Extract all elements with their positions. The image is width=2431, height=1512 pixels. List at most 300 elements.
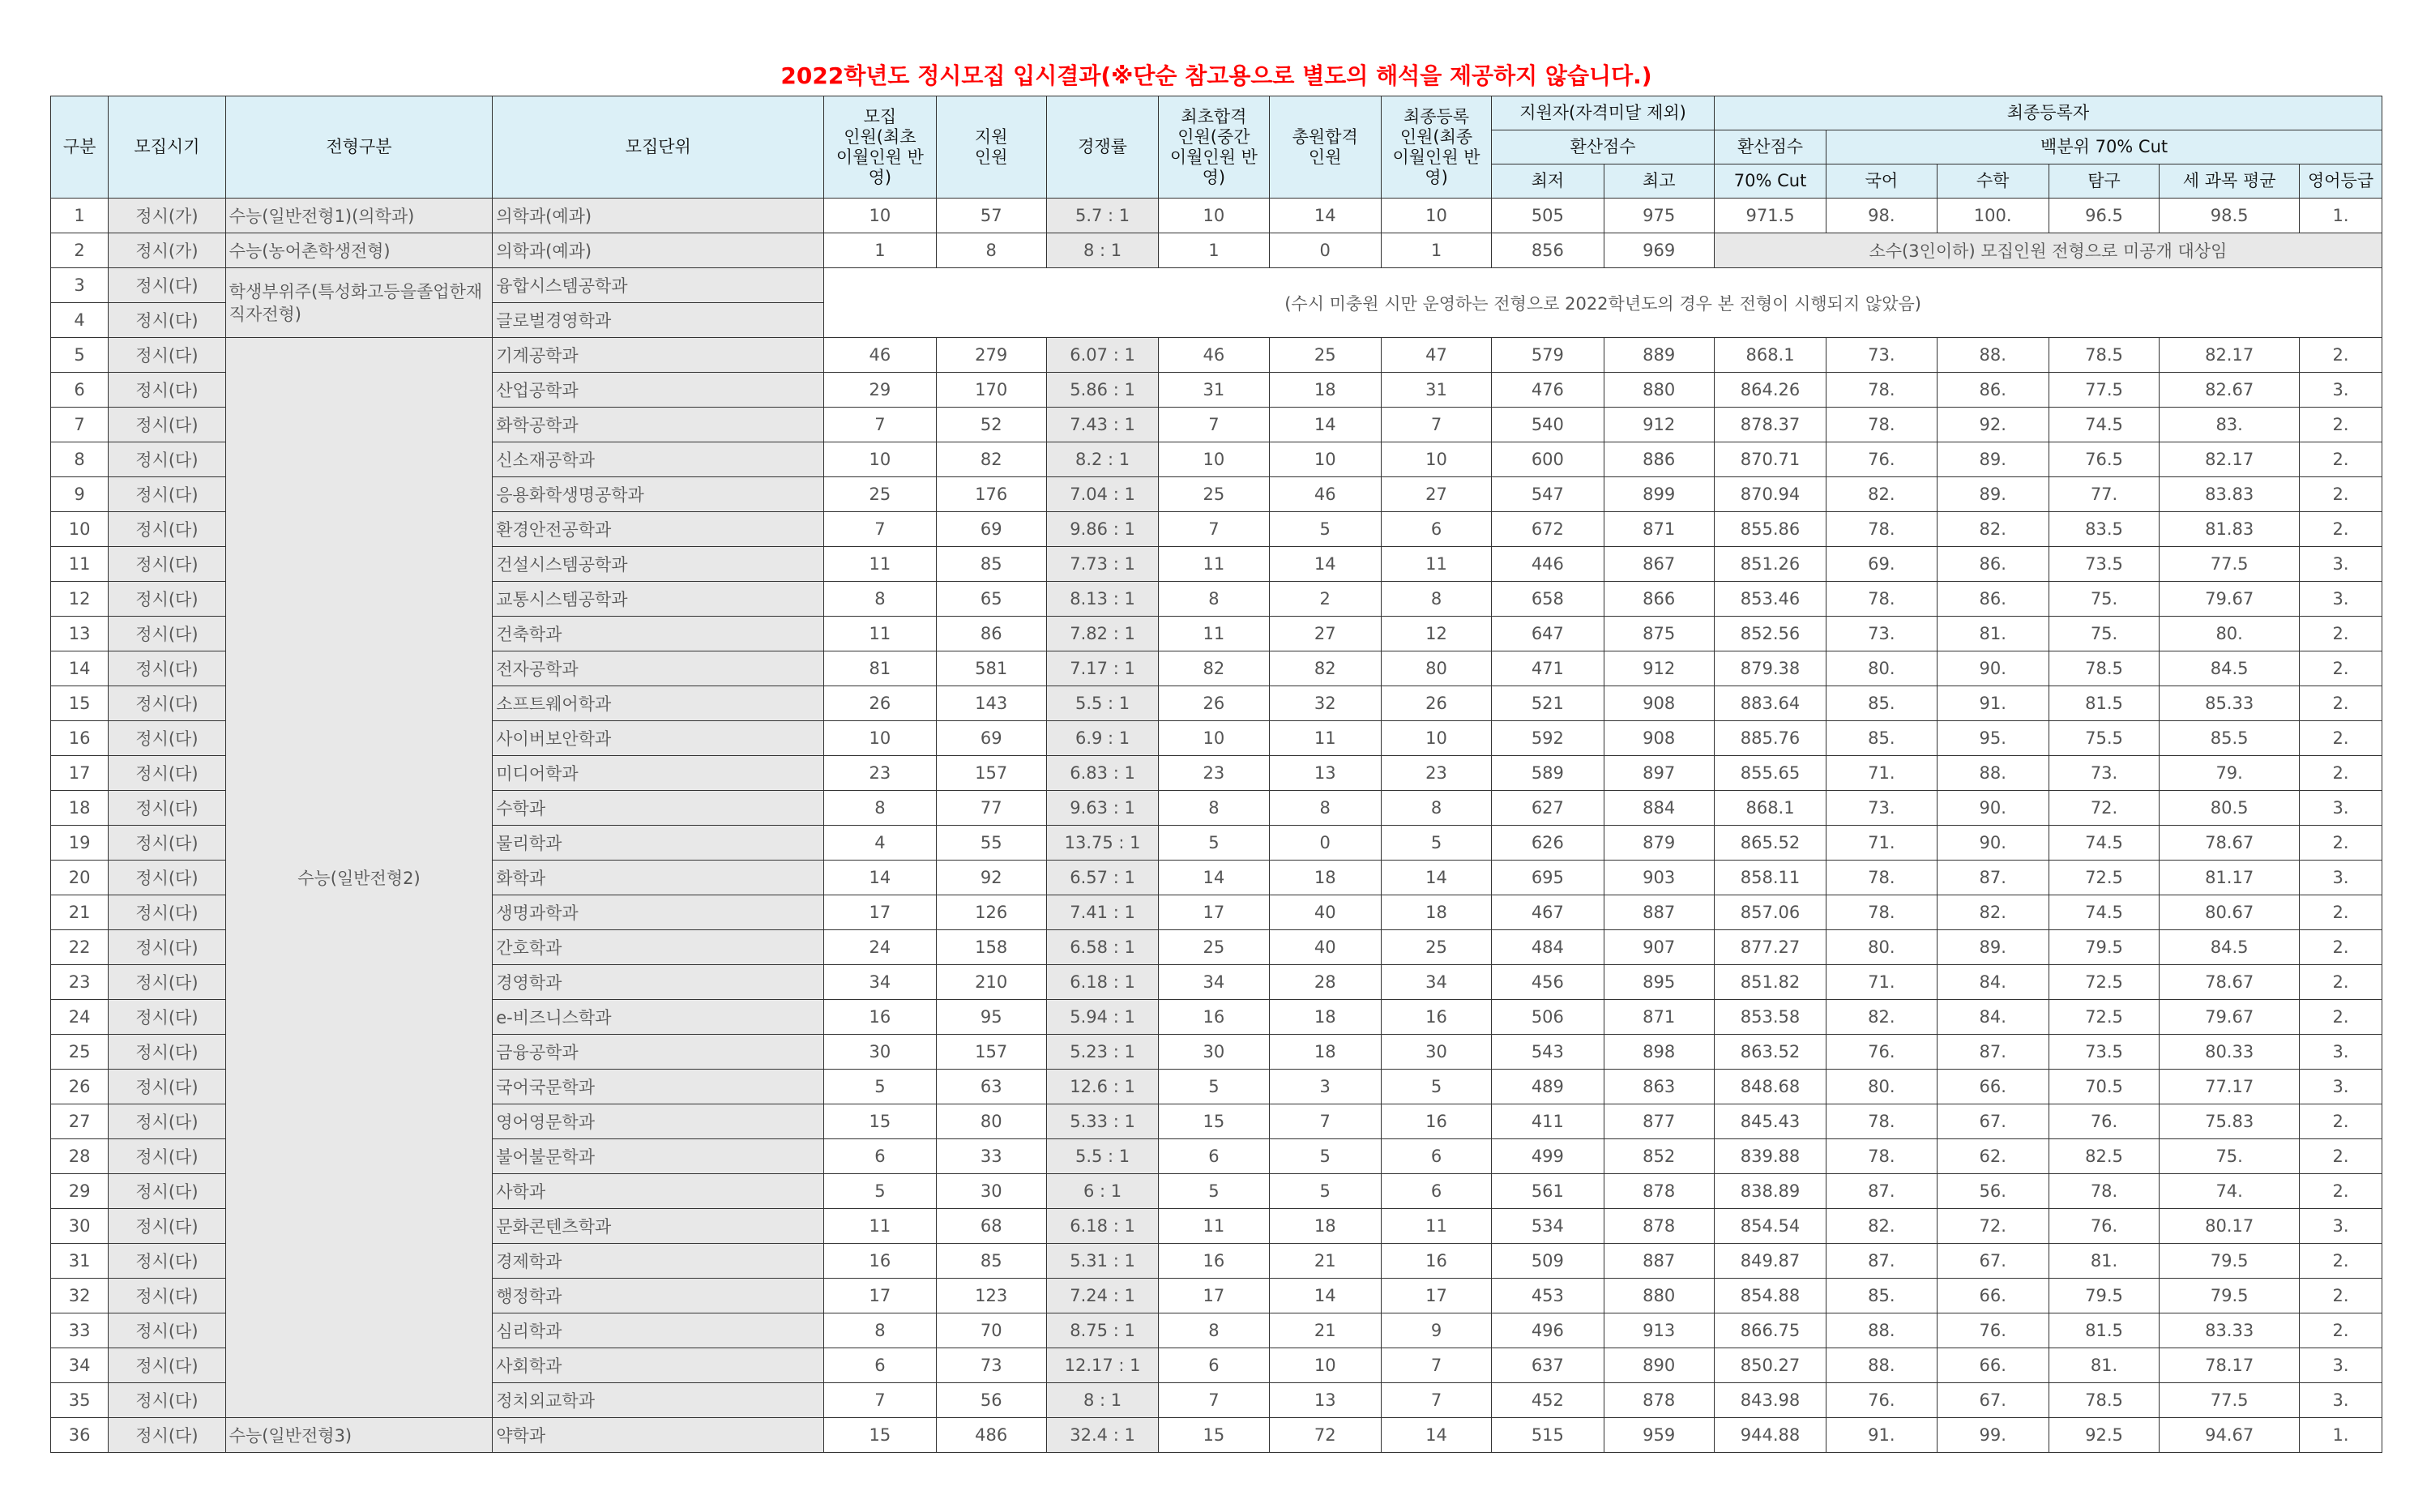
cell-jiwon: 176 [936, 477, 1046, 512]
cell-gubun: 8 [51, 442, 109, 477]
cell-korean: 82. [1826, 1209, 1937, 1244]
cell-danwi: 경제학과 [493, 1244, 824, 1279]
cell-choejong: 30 [1381, 1035, 1491, 1070]
cell-max: 898 [1604, 1035, 1714, 1070]
cell-jiwon: 30 [936, 1174, 1046, 1209]
cell-korean: 76. [1826, 442, 1937, 477]
header-percentile: 백분위 70% Cut [1826, 130, 2382, 164]
cell-min: 499 [1492, 1139, 1604, 1174]
cell-korean: 82. [1826, 477, 1937, 512]
cell-gyeongjaeng: 7.41 : 1 [1046, 895, 1158, 930]
cell-sigi: 정시(다) [109, 303, 225, 338]
cell-chung: 28 [1269, 965, 1381, 1000]
cell-inquiry: 75.5 [2049, 721, 2159, 756]
cell-avg3: 79.5 [2160, 1244, 2300, 1279]
cell-danwi: 교통시스템공학과 [493, 582, 824, 617]
cell-mojip: 7 [824, 1383, 936, 1418]
cell-jiwon: 85 [936, 1244, 1046, 1279]
cell-korean: 78. [1826, 512, 1937, 547]
cell-gyeongjaeng: 6 : 1 [1046, 1174, 1158, 1209]
cell-choecho: 11 [1159, 1209, 1269, 1244]
cell-english: 2. [2300, 617, 2382, 651]
table-row [51, 1418, 2382, 1453]
cell-english: 2. [2300, 1104, 2382, 1139]
table-header [51, 96, 2382, 199]
cell-avg3: 85.33 [2160, 686, 2300, 721]
cell-mojip: 14 [824, 861, 936, 895]
cell-choejong: 6 [1381, 512, 1491, 547]
cell-jiwon: 68 [936, 1209, 1046, 1244]
header-gyeongjaeng: 경쟁률 [1046, 96, 1158, 199]
cell-min: 453 [1492, 1279, 1604, 1313]
cell-cut70: 851.26 [1714, 547, 1826, 582]
cell-sigi: 정시(다) [109, 1313, 225, 1348]
cell-min: 515 [1492, 1418, 1604, 1453]
cell-jiwon: 69 [936, 512, 1046, 547]
cell-sigi: 정시(다) [109, 512, 225, 547]
cell-math: 91. [1937, 686, 2049, 721]
cell-choejong: 16 [1381, 1104, 1491, 1139]
cell-choecho: 17 [1159, 895, 1269, 930]
cell-avg3: 78.67 [2160, 965, 2300, 1000]
cell-korean: 76. [1826, 1383, 1937, 1418]
cell-jiwon: 92 [936, 861, 1046, 895]
cell-min: 476 [1492, 373, 1604, 408]
cell-max: 886 [1604, 442, 1714, 477]
cell-choejong: 12 [1381, 617, 1491, 651]
cell-gyeongjaeng: 7.82 : 1 [1046, 617, 1158, 651]
header-korean: 국어 [1826, 164, 1937, 199]
cell-gubun: 32 [51, 1279, 109, 1313]
cell-korean: 80. [1826, 1070, 1937, 1104]
cell-choecho: 31 [1159, 373, 1269, 408]
cell-choecho: 8 [1159, 582, 1269, 617]
cell-inquiry: 78.5 [2049, 651, 2159, 686]
cell-choecho: 7 [1159, 512, 1269, 547]
cell-math: 56. [1937, 1174, 2049, 1209]
cell-inquiry: 76. [2049, 1104, 2159, 1139]
cell-inquiry: 79.5 [2049, 930, 2159, 965]
cell-gubun: 5 [51, 338, 109, 373]
cell-gyeongjaeng: 7.43 : 1 [1046, 408, 1158, 442]
cell-korean: 85. [1826, 686, 1937, 721]
cell-max: 908 [1604, 721, 1714, 756]
cell-min: 509 [1492, 1244, 1604, 1279]
cell-max: 913 [1604, 1313, 1714, 1348]
cell-mojip: 16 [824, 1000, 936, 1035]
cell-sigi: 정시(다) [109, 338, 225, 373]
cell-max: 880 [1604, 373, 1714, 408]
cell-inquiry: 81.5 [2049, 1313, 2159, 1348]
cell-choecho: 26 [1159, 686, 1269, 721]
cell-gubun: 14 [51, 651, 109, 686]
cell-english: 2. [2300, 1279, 2382, 1313]
cell-inquiry: 76. [2049, 1209, 2159, 1244]
cell-min: 471 [1492, 651, 1604, 686]
cell-choejong: 17 [1381, 1279, 1491, 1313]
cell-min: 543 [1492, 1035, 1604, 1070]
cell-max: 907 [1604, 930, 1714, 965]
cell-max: 875 [1604, 617, 1714, 651]
cell-gubun: 29 [51, 1174, 109, 1209]
cell-chung: 14 [1269, 547, 1381, 582]
cell-cut70: 855.65 [1714, 756, 1826, 791]
cell-cut70: 848.68 [1714, 1070, 1826, 1104]
cell-gubun: 3 [51, 268, 109, 303]
cell-danwi: 환경안전공학과 [493, 512, 824, 547]
cell-avg3: 80.33 [2160, 1035, 2300, 1070]
cell-danwi: 글로벌경영학과 [493, 303, 824, 338]
table-body [51, 199, 2382, 1453]
cell-chung: 13 [1269, 1383, 1381, 1418]
cell-sigi: 정시(다) [109, 1174, 225, 1209]
cell-danwi: 산업공학과 [493, 373, 824, 408]
cell-inquiry: 73.5 [2049, 547, 2159, 582]
cell-chung: 7 [1269, 1104, 1381, 1139]
cell-choejong: 7 [1381, 408, 1491, 442]
cell-english: 2. [2300, 895, 2382, 930]
cell-english: 1. [2300, 199, 2382, 233]
cell-cut70: 870.94 [1714, 477, 1826, 512]
table-row [51, 268, 2382, 303]
cell-inquiry: 75. [2049, 617, 2159, 651]
cell-gubun: 23 [51, 965, 109, 1000]
cell-gubun: 15 [51, 686, 109, 721]
cell-jiwon: 85 [936, 547, 1046, 582]
cell-max: 975 [1604, 199, 1714, 233]
cell-choejong: 6 [1381, 1139, 1491, 1174]
cell-min: 467 [1492, 895, 1604, 930]
cell-math: 86. [1937, 373, 2049, 408]
cell-choecho: 10 [1159, 442, 1269, 477]
cell-danwi: 기계공학과 [493, 338, 824, 373]
cell-choecho: 17 [1159, 1279, 1269, 1313]
cell-chung: 11 [1269, 721, 1381, 756]
cell-math: 88. [1937, 756, 2049, 791]
cell-cut70: 878.37 [1714, 408, 1826, 442]
cell-gyeongjaeng: 6.18 : 1 [1046, 965, 1158, 1000]
cell-mojip: 10 [824, 442, 936, 477]
cell-math: 100. [1937, 199, 2049, 233]
cell-jiwon: 55 [936, 826, 1046, 861]
cell-danwi: 행정학과 [493, 1279, 824, 1313]
cell-chung: 0 [1269, 233, 1381, 268]
cell-danwi: 전자공학과 [493, 651, 824, 686]
cell-max: 890 [1604, 1348, 1714, 1383]
cell-inquiry: 75. [2049, 582, 2159, 617]
cell-choejong: 9 [1381, 1313, 1491, 1348]
cell-danwi: 수학과 [493, 791, 824, 826]
cell-avg3: 81.83 [2160, 512, 2300, 547]
cell-mojip: 46 [824, 338, 936, 373]
cell-mojip: 11 [824, 617, 936, 651]
cell-gubun: 16 [51, 721, 109, 756]
cell-sigi: 정시(다) [109, 756, 225, 791]
cell-math: 92. [1937, 408, 2049, 442]
cell-math: 87. [1937, 1035, 2049, 1070]
cell-cut70: 855.86 [1714, 512, 1826, 547]
cell-chung: 18 [1269, 1000, 1381, 1035]
cell-jeonhyeong-merged: 학생부위주(특성화고등을졸업한재직자전형) [225, 268, 493, 338]
cell-sigi: 정시(다) [109, 895, 225, 930]
cell-danwi: 경영학과 [493, 965, 824, 1000]
cell-choecho: 10 [1159, 199, 1269, 233]
cell-english: 2. [2300, 1139, 2382, 1174]
cell-cut70: 853.46 [1714, 582, 1826, 617]
cell-danwi: 건설시스템공학과 [493, 547, 824, 582]
cell-gubun: 35 [51, 1383, 109, 1418]
cell-sigi: 정시(다) [109, 686, 225, 721]
cell-inquiry: 81. [2049, 1348, 2159, 1383]
cell-jiwon: 82 [936, 442, 1046, 477]
cell-avg3: 79.67 [2160, 1000, 2300, 1035]
cell-min: 856 [1492, 233, 1604, 268]
cell-chung: 14 [1269, 408, 1381, 442]
cell-avg3: 80. [2160, 617, 2300, 651]
cell-sigi: 정시(다) [109, 1139, 225, 1174]
cell-jiwon: 86 [936, 617, 1046, 651]
cell-max: 880 [1604, 1279, 1714, 1313]
cell-danwi: 사이버보안학과 [493, 721, 824, 756]
cell-inquiry: 78. [2049, 1174, 2159, 1209]
cell-max: 895 [1604, 965, 1714, 1000]
cell-korean: 85. [1826, 1279, 1937, 1313]
cell-korean: 78. [1826, 895, 1937, 930]
cell-sigi: 정시(가) [109, 199, 225, 233]
cell-math: 90. [1937, 651, 2049, 686]
cell-danwi: 물리학과 [493, 826, 824, 861]
cell-gyeongjaeng: 5.94 : 1 [1046, 1000, 1158, 1035]
cell-danwi: 사학과 [493, 1174, 824, 1209]
cell-inquiry: 79.5 [2049, 1279, 2159, 1313]
cell-choejong: 10 [1381, 442, 1491, 477]
cell-mojip: 6 [824, 1348, 936, 1383]
cell-choecho: 8 [1159, 791, 1269, 826]
cell-min: 592 [1492, 721, 1604, 756]
cell-sigi: 정시(다) [109, 1348, 225, 1383]
cell-inquiry: 76.5 [2049, 442, 2159, 477]
cell-jiwon: 486 [936, 1418, 1046, 1453]
cell-cut70: 852.56 [1714, 617, 1826, 651]
cell-english: 3. [2300, 547, 2382, 582]
cell-english: 2. [2300, 442, 2382, 477]
cell-gubun: 28 [51, 1139, 109, 1174]
header-registrants: 최종등록자 [1714, 96, 2382, 130]
cell-math: 81. [1937, 617, 2049, 651]
cell-chung: 82 [1269, 651, 1381, 686]
cell-english: 2. [2300, 408, 2382, 442]
header-jiwon: 지원 인원 [936, 96, 1046, 199]
header-avg3: 세 과목 평균 [2160, 164, 2300, 199]
cell-sigi: 정시(다) [109, 442, 225, 477]
cell-jiwon: 57 [936, 199, 1046, 233]
cell-korean: 87. [1826, 1244, 1937, 1279]
header-min: 최저 [1492, 164, 1604, 199]
cell-jiwon: 279 [936, 338, 1046, 373]
header-applicants-score: 환산점수 [1492, 130, 1715, 164]
cell-choecho: 1 [1159, 233, 1269, 268]
cell-cut70: 865.52 [1714, 826, 1826, 861]
cell-min: 452 [1492, 1383, 1604, 1418]
cell-min: 489 [1492, 1070, 1604, 1104]
cell-avg3: 77.17 [2160, 1070, 2300, 1104]
cell-cut70: 854.88 [1714, 1279, 1826, 1313]
cell-jiwon: 80 [936, 1104, 1046, 1139]
cell-choecho: 6 [1159, 1348, 1269, 1383]
cell-sigi: 정시(다) [109, 826, 225, 861]
cell-mojip: 10 [824, 199, 936, 233]
cell-choecho: 25 [1159, 930, 1269, 965]
cell-chung: 72 [1269, 1418, 1381, 1453]
cell-jiwon: 157 [936, 756, 1046, 791]
cell-korean: 78. [1826, 1139, 1937, 1174]
cell-mojip: 24 [824, 930, 936, 965]
cell-choejong: 5 [1381, 1070, 1491, 1104]
cell-choecho: 23 [1159, 756, 1269, 791]
cell-choejong: 18 [1381, 895, 1491, 930]
cell-chung: 18 [1269, 1035, 1381, 1070]
cell-choejong: 5 [1381, 826, 1491, 861]
table-row [51, 199, 2382, 233]
cell-gyeongjaeng: 6.9 : 1 [1046, 721, 1158, 756]
header-cut70: 70% Cut [1714, 164, 1826, 199]
cell-gubun: 30 [51, 1209, 109, 1244]
header-choejong: 최종등록 인원(최종 이월인원 반 영) [1381, 96, 1491, 199]
cell-gyeongjaeng: 9.86 : 1 [1046, 512, 1158, 547]
cell-math: 82. [1937, 895, 2049, 930]
cell-mojip: 23 [824, 756, 936, 791]
cell-gubun: 31 [51, 1244, 109, 1279]
cell-gyeongjaeng: 8.13 : 1 [1046, 582, 1158, 617]
cell-gyeongjaeng: 8 : 1 [1046, 233, 1158, 268]
cell-cut70: 885.76 [1714, 721, 1826, 756]
header-danwi: 모집단위 [493, 96, 824, 199]
cell-gubun: 11 [51, 547, 109, 582]
note-undisclosed: 소수(3인이하) 모집인원 전형으로 미공개 대상임 [1714, 233, 2382, 268]
cell-max: 889 [1604, 338, 1714, 373]
cell-jiwon: 63 [936, 1070, 1046, 1104]
header-choecho: 최초합격 인원(중간 이월인원 반 영) [1159, 96, 1269, 199]
cell-sigi: 정시(다) [109, 791, 225, 826]
cell-min: 411 [1492, 1104, 1604, 1139]
cell-choejong: 7 [1381, 1383, 1491, 1418]
cell-sigi: 정시(다) [109, 965, 225, 1000]
cell-jiwon: 158 [936, 930, 1046, 965]
cell-max: 866 [1604, 582, 1714, 617]
cell-mojip: 29 [824, 373, 936, 408]
cell-danwi: 응용화학생명공학과 [493, 477, 824, 512]
cell-math: 67. [1937, 1104, 2049, 1139]
cell-choejong: 47 [1381, 338, 1491, 373]
cell-mojip: 7 [824, 512, 936, 547]
cell-chung: 10 [1269, 442, 1381, 477]
cell-mojip: 1 [824, 233, 936, 268]
cell-jeonhyeong: 수능(농어촌학생전형) [225, 233, 493, 268]
cell-cut70: 845.43 [1714, 1104, 1826, 1139]
cell-avg3: 77.5 [2160, 547, 2300, 582]
cell-gubun: 25 [51, 1035, 109, 1070]
cell-korean: 87. [1826, 1174, 1937, 1209]
cell-inquiry: 77. [2049, 477, 2159, 512]
cell-gyeongjaeng: 5.7 : 1 [1046, 199, 1158, 233]
cell-danwi: 건축학과 [493, 617, 824, 651]
cell-gyeongjaeng: 32.4 : 1 [1046, 1418, 1158, 1453]
cell-choecho: 16 [1159, 1000, 1269, 1035]
cell-min: 658 [1492, 582, 1604, 617]
cell-math: 67. [1937, 1383, 2049, 1418]
cell-inquiry: 78.5 [2049, 338, 2159, 373]
cell-gyeongjaeng: 12.17 : 1 [1046, 1348, 1158, 1383]
cell-jiwon: 126 [936, 895, 1046, 930]
cell-avg3: 82.17 [2160, 442, 2300, 477]
cell-gyeongjaeng: 9.63 : 1 [1046, 791, 1158, 826]
cell-gubun: 1 [51, 199, 109, 233]
cell-mojip: 11 [824, 547, 936, 582]
cell-avg3: 77.5 [2160, 1383, 2300, 1418]
cell-math: 84. [1937, 1000, 2049, 1035]
cell-math: 67. [1937, 1244, 2049, 1279]
cell-mojip: 5 [824, 1070, 936, 1104]
cell-gubun: 21 [51, 895, 109, 930]
cell-cut70: 944.88 [1714, 1418, 1826, 1453]
cell-inquiry: 78.5 [2049, 1383, 2159, 1418]
cell-gyeongjaeng: 8 : 1 [1046, 1383, 1158, 1418]
cell-gubun: 24 [51, 1000, 109, 1035]
cell-sigi: 정시(다) [109, 1244, 225, 1279]
cell-english: 2. [2300, 512, 2382, 547]
cell-min: 600 [1492, 442, 1604, 477]
cell-avg3: 82.67 [2160, 373, 2300, 408]
cell-avg3: 78.67 [2160, 826, 2300, 861]
cell-math: 66. [1937, 1070, 2049, 1104]
cell-chung: 32 [1269, 686, 1381, 721]
cell-inquiry: 92.5 [2049, 1418, 2159, 1453]
cell-sigi: 정시(다) [109, 582, 225, 617]
cell-sigi: 정시(다) [109, 617, 225, 651]
cell-cut70: 868.1 [1714, 338, 1826, 373]
cell-mojip: 8 [824, 1313, 936, 1348]
cell-mojip: 30 [824, 1035, 936, 1070]
cell-sigi: 정시(다) [109, 1209, 225, 1244]
cell-choejong: 8 [1381, 582, 1491, 617]
cell-max: 867 [1604, 547, 1714, 582]
cell-korean: 71. [1826, 756, 1937, 791]
header-inquiry: 탐구 [2049, 164, 2159, 199]
cell-avg3: 79.67 [2160, 582, 2300, 617]
cell-korean: 88. [1826, 1348, 1937, 1383]
cell-inquiry: 82.5 [2049, 1139, 2159, 1174]
cell-gubun: 10 [51, 512, 109, 547]
cell-danwi: 화학공학과 [493, 408, 824, 442]
cell-min: 496 [1492, 1313, 1604, 1348]
cell-mojip: 25 [824, 477, 936, 512]
cell-inquiry: 74.5 [2049, 895, 2159, 930]
cell-gyeongjaeng: 12.6 : 1 [1046, 1070, 1158, 1104]
cell-english: 3. [2300, 1383, 2382, 1418]
cell-english: 3. [2300, 1035, 2382, 1070]
cell-english: 3. [2300, 1209, 2382, 1244]
cell-english: 3. [2300, 861, 2382, 895]
cell-min: 456 [1492, 965, 1604, 1000]
cell-chung: 0 [1269, 826, 1381, 861]
cell-mojip: 17 [824, 895, 936, 930]
cell-inquiry: 96.5 [2049, 199, 2159, 233]
cell-gubun: 18 [51, 791, 109, 826]
cell-jiwon: 33 [936, 1139, 1046, 1174]
cell-korean: 73. [1826, 791, 1937, 826]
cell-danwi: e-비즈니스학과 [493, 1000, 824, 1035]
cell-cut70: 839.88 [1714, 1139, 1826, 1174]
